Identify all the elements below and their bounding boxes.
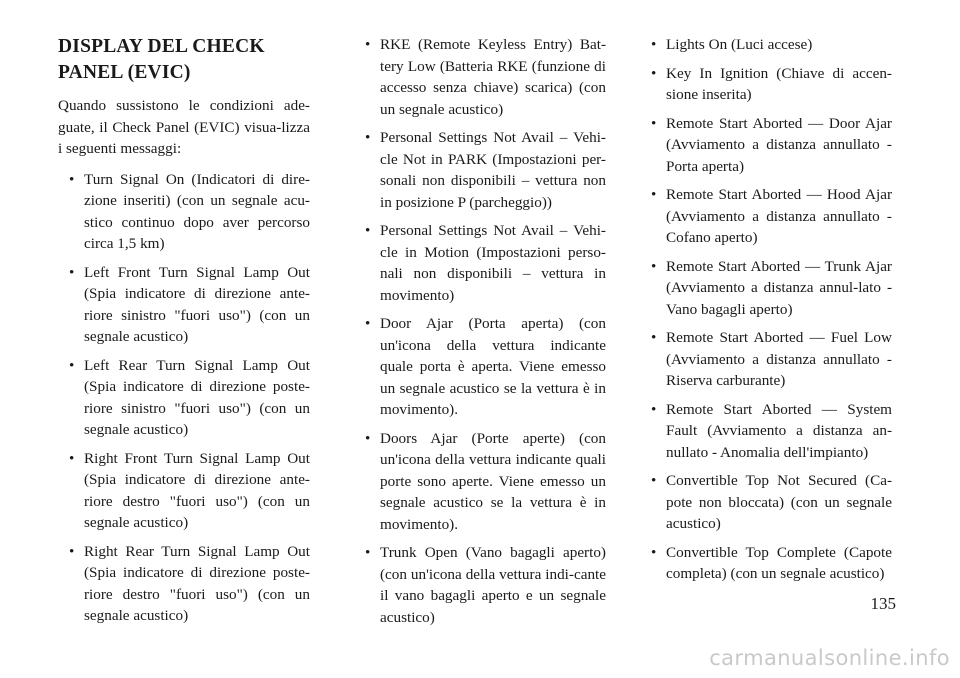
- list-item: • Trunk Open (Vano bagagli aperto) (con un'icona della vettura indi-cante il vano bagagli aperto e un segnale acustico): [354, 542, 606, 628]
- message-list-col2: [354, 34, 606, 628]
- column-right: [640, 34, 892, 592]
- message-list-col3: [640, 34, 892, 585]
- list-item: • Remote Start Aborted — Trunk Ajar (Avviamento a distanza annul-lato - Vano bagagli aperto): [640, 256, 892, 321]
- list-item: • Left Rear Turn Signal Lamp Out (Spia indicatore di direzione poste-riore sinistro "fuori uso") (con un segnale acustico): [58, 355, 310, 441]
- column-middle: [354, 34, 606, 635]
- list-item: • Door Ajar (Porta aperta) (con un'icona della vettura indicante quale porta è aperta. Viene emesso un segnale acustico se la vettura è in movimento).: [354, 313, 606, 421]
- list-item: • Personal Settings Not Avail – Vehi-cle in Motion (Impostazioni perso-nali non disponibili – vettura in movimento): [354, 220, 606, 306]
- section-title: [58, 34, 310, 86]
- list-item: • Doors Ajar (Porte aperte) (con un'icona della vettura indicante quali porte sono aperte. Viene emesso un segnale acustico se la vettura è in movimento).: [354, 428, 606, 536]
- column-left: [58, 34, 310, 634]
- list-item: • Right Front Turn Signal Lamp Out (Spia indicatore di direzione ante-riore destro "fuori uso") (con un segnale acustico): [58, 448, 310, 534]
- section-title-line2: PANEL (EVIC): [58, 62, 191, 83]
- list-item: • Convertible Top Not Secured (Ca-pote non bloccata) (con un segnale acustico): [640, 470, 892, 535]
- list-item: • Remote Start Aborted — Fuel Low (Avviamento a distanza annullato - Riserva carburante): [640, 327, 892, 392]
- list-item: • Lights On (Luci accese): [640, 34, 892, 56]
- list-item: • Personal Settings Not Avail – Vehi-cle Not in PARK (Impostazioni per-sonali non disponibili – vettura non in posizione P (parcheggio)): [354, 127, 606, 213]
- intro-paragraph: Quando sussistono le condizioni ade-guate, il Check Panel (EVIC) visua-lizza i seguenti messaggi:: [58, 97, 310, 157]
- list-item: • Convertible Top Complete (Capote completa) (con un segnale acustico): [640, 542, 892, 585]
- message-list-col1: [58, 169, 310, 627]
- list-item: • Remote Start Aborted — System Fault (Avviamento a distanza an-nullato - Anomalia dell'impianto): [640, 399, 892, 464]
- list-item: • Turn Signal On (Indicatori di dire-zione inseriti) (con un segnale acu-stico continuo dopo aver percorso circa 1,5 km): [58, 169, 310, 255]
- list-item: • Remote Start Aborted — Door Ajar (Avviamento a distanza annullato - Porta aperta): [640, 113, 892, 178]
- list-item: • Remote Start Aborted — Hood Ajar (Avviamento a distanza annullato - Cofano aperto): [640, 184, 892, 249]
- section-title-line1: DISPLAY DEL CHECK: [58, 36, 265, 57]
- watermark: carmanualsonline.info: [709, 646, 950, 670]
- list-item: • Right Rear Turn Signal Lamp Out (Spia indicatore di direzione poste-riore destro "fuori uso") (con un segnale acustico): [58, 541, 310, 627]
- list-item: • Key In Ignition (Chiave di accen-sione inserita): [640, 63, 892, 106]
- page-number: 135: [870, 594, 896, 613]
- list-item: • Left Front Turn Signal Lamp Out (Spia indicatore di direzione ante-riore sinistro "fuori uso") (con un segnale acustico): [58, 262, 310, 348]
- list-item: • RKE (Remote Keyless Entry) Bat-tery Low (Batteria RKE (funzione di accesso senza chiave) scarica) (con un segnale acustico): [354, 34, 606, 120]
